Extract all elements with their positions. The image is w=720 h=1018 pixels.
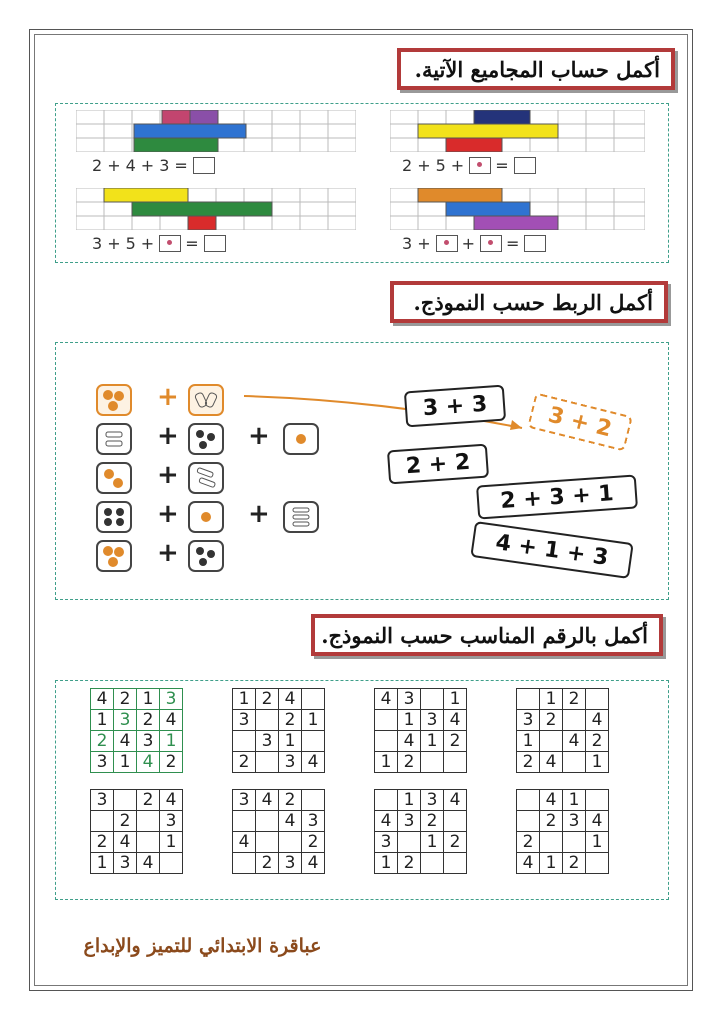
- grid-cell: 3: [114, 710, 137, 731]
- grid-cell[interactable]: [375, 731, 398, 752]
- grid-cell: 3: [137, 731, 160, 752]
- grid-cell[interactable]: 4: [137, 853, 160, 874]
- grid-cell[interactable]: [302, 790, 325, 811]
- grid-cell[interactable]: [398, 832, 421, 853]
- card-three-gears: [96, 384, 132, 416]
- number-grid-6: [232, 789, 325, 874]
- grid-cell[interactable]: 2: [279, 710, 302, 731]
- grid-cell[interactable]: 2: [540, 710, 563, 731]
- section-2-title-box: [390, 281, 668, 323]
- grid-cell[interactable]: 1: [444, 689, 467, 710]
- plus-sign: +: [248, 499, 270, 529]
- grid-cell[interactable]: 3: [375, 832, 398, 853]
- grid-cell: 2: [137, 710, 160, 731]
- grid-cell[interactable]: [540, 832, 563, 853]
- plus-sign: +: [157, 538, 179, 568]
- plus-sign: +: [417, 156, 432, 175]
- grid-cell[interactable]: 4: [540, 790, 563, 811]
- grid-cell[interactable]: [563, 832, 586, 853]
- grid-cell: 4: [91, 689, 114, 710]
- grid-cell[interactable]: 4: [540, 752, 563, 773]
- grid-cell[interactable]: 3: [517, 710, 540, 731]
- grid-cell[interactable]: [256, 752, 279, 773]
- sum-c: [92, 234, 226, 253]
- number-grid-4: [516, 688, 609, 773]
- grid-cell[interactable]: 1: [91, 853, 114, 874]
- grid-cell[interactable]: 3: [279, 752, 302, 773]
- grid-cell[interactable]: 2: [256, 689, 279, 710]
- cube-strip-d: [390, 188, 645, 230]
- grid-cell[interactable]: 2: [302, 832, 325, 853]
- grid-cell[interactable]: 1: [375, 752, 398, 773]
- plus-sign: +: [248, 421, 270, 451]
- dots-icon: [191, 543, 221, 569]
- grid-cell[interactable]: [517, 689, 540, 710]
- grid-cell[interactable]: [540, 731, 563, 752]
- grid-cell[interactable]: 2: [279, 790, 302, 811]
- grid-cell[interactable]: [586, 689, 609, 710]
- grid-cell[interactable]: [233, 811, 256, 832]
- card-three-dots: [188, 540, 224, 572]
- grid-cell[interactable]: 1: [517, 731, 540, 752]
- missing-term-box[interactable]: [469, 157, 491, 174]
- grid-cell[interactable]: 4: [279, 689, 302, 710]
- grid-cell[interactable]: 2: [517, 752, 540, 773]
- equals-sign: =: [506, 234, 521, 253]
- grid-cell[interactable]: [91, 811, 114, 832]
- term: 5: [435, 156, 447, 175]
- missing-term-box[interactable]: [159, 235, 181, 252]
- cube-strip-a: [76, 110, 356, 152]
- tag-2-plus-2[interactable]: 2 + 2: [387, 444, 489, 485]
- grid-cell[interactable]: 1: [540, 853, 563, 874]
- grid-cell: 4: [114, 731, 137, 752]
- card-one-gear: [188, 501, 224, 533]
- answer-box[interactable]: [193, 157, 215, 174]
- dots-icon: [99, 504, 129, 530]
- grid-cell[interactable]: 2: [517, 832, 540, 853]
- grid-cell[interactable]: 1: [586, 752, 609, 773]
- grid-cell[interactable]: [421, 752, 444, 773]
- equals-sign: =: [185, 234, 200, 253]
- grid-cell[interactable]: 2: [398, 853, 421, 874]
- card-four-dots: [96, 501, 132, 533]
- card-two-candies: [188, 384, 224, 416]
- grid-cell[interactable]: [375, 790, 398, 811]
- term: 2: [92, 156, 104, 175]
- grid-cell[interactable]: [517, 790, 540, 811]
- grid-cell[interactable]: 4: [375, 811, 398, 832]
- grid-cell[interactable]: 1: [375, 853, 398, 874]
- gears-icon: [99, 387, 129, 413]
- plus-sign: +: [461, 234, 476, 253]
- equals-sign: =: [174, 156, 189, 175]
- grid-cell[interactable]: [256, 710, 279, 731]
- grid-cell[interactable]: 3: [114, 853, 137, 874]
- grid-cell[interactable]: 1: [233, 689, 256, 710]
- grid-cell[interactable]: 2: [540, 811, 563, 832]
- answer-box[interactable]: [524, 235, 546, 252]
- cube-strip-b: [390, 110, 645, 152]
- grid-cell[interactable]: 2: [563, 853, 586, 874]
- grid-cell[interactable]: 1: [160, 832, 183, 853]
- grid-cell[interactable]: 2: [444, 731, 467, 752]
- grid-cell[interactable]: 2: [444, 832, 467, 853]
- plus-sign: +: [157, 421, 179, 451]
- grid-cell[interactable]: 3: [398, 811, 421, 832]
- number-grid-8: [516, 789, 609, 874]
- number-grid-model: [90, 688, 183, 773]
- grid-cell: 4: [160, 710, 183, 731]
- plus-sign: +: [140, 234, 156, 253]
- grid-cell[interactable]: 1: [586, 832, 609, 853]
- missing-term-box[interactable]: [480, 235, 502, 252]
- grid-cell: 2: [114, 689, 137, 710]
- grid-cell[interactable]: 1: [563, 790, 586, 811]
- grid-cell[interactable]: 4: [114, 832, 137, 853]
- grid-cell[interactable]: 4: [444, 710, 467, 731]
- grid-cell[interactable]: 1: [421, 731, 444, 752]
- gears-icon: [99, 543, 129, 569]
- grid-cell[interactable]: [517, 811, 540, 832]
- grid-cell[interactable]: [563, 752, 586, 773]
- grid-cell[interactable]: 4: [398, 731, 421, 752]
- plus-sign: +: [107, 234, 122, 253]
- grid-cell: 1: [160, 731, 183, 752]
- grid-cell[interactable]: [421, 689, 444, 710]
- grid-cell[interactable]: 3: [233, 710, 256, 731]
- grid-cell[interactable]: 3: [421, 790, 444, 811]
- footer-signature: عباقرة الابتدائي للتميز والإبداع: [83, 935, 322, 957]
- sum-a: [92, 156, 215, 175]
- answer-box[interactable]: [204, 235, 226, 252]
- grid-cell[interactable]: [279, 832, 302, 853]
- equals-sign: =: [495, 156, 510, 175]
- plus-sign: +: [157, 499, 179, 529]
- dots-icon: [191, 426, 221, 452]
- tag-3-plus-2-model: 3 + 2: [527, 392, 633, 451]
- grid-cell[interactable]: [233, 853, 256, 874]
- grid-cell[interactable]: 3: [256, 731, 279, 752]
- grid-cell[interactable]: 2: [114, 811, 137, 832]
- candy-icon: [191, 465, 221, 491]
- grid-cell[interactable]: 1: [279, 731, 302, 752]
- section-3-title-box: [311, 614, 663, 656]
- grid-cell[interactable]: 4: [586, 710, 609, 731]
- card-three-dots: [188, 423, 224, 455]
- candy-icon: [286, 504, 316, 530]
- grid-cell: 3: [91, 752, 114, 773]
- grid-cell[interactable]: [444, 752, 467, 773]
- term: 2: [402, 156, 414, 175]
- sum-b: [402, 156, 536, 175]
- grid-cell[interactable]: 2: [256, 853, 279, 874]
- grid-cell[interactable]: 2: [586, 731, 609, 752]
- plus-sign: +: [140, 156, 156, 175]
- grid-cell[interactable]: [302, 731, 325, 752]
- grid-cell: 3: [160, 689, 183, 710]
- grid-cell[interactable]: 4: [160, 790, 183, 811]
- section-3-title: أكمل بالرقم المناسب حسب النموذج.: [321, 622, 648, 648]
- grid-cell: 1: [91, 710, 114, 731]
- grid-cell[interactable]: 4: [233, 832, 256, 853]
- sum-d: [402, 234, 546, 253]
- grid-cell[interactable]: 2: [233, 752, 256, 773]
- candy-icon: [99, 426, 129, 452]
- grid-cell: 1: [137, 689, 160, 710]
- grid-cell[interactable]: 1: [398, 790, 421, 811]
- grid-cell[interactable]: 3: [302, 811, 325, 832]
- plus-sign: +: [450, 156, 466, 175]
- grid-cell: 2: [91, 731, 114, 752]
- section-1-title: أكمل حساب المجاميع الآتية.: [414, 56, 660, 82]
- grid-cell[interactable]: [444, 811, 467, 832]
- card-two-candies: [188, 462, 224, 494]
- grid-cell[interactable]: 4: [517, 853, 540, 874]
- number-grid-2: [232, 688, 325, 773]
- grid-cell: 4: [137, 752, 160, 773]
- grid-cell[interactable]: 4: [444, 790, 467, 811]
- section-2-title: أكمل الربط حسب النموذج.: [413, 289, 653, 315]
- gears-icon: [99, 465, 129, 491]
- grid-cell[interactable]: [302, 689, 325, 710]
- grid-cell[interactable]: 1: [398, 710, 421, 731]
- grid-cell[interactable]: 1: [540, 689, 563, 710]
- plus-sign: +: [107, 156, 122, 175]
- number-grid-5: [90, 789, 183, 874]
- grid-cell[interactable]: [160, 853, 183, 874]
- grid-cell[interactable]: [256, 832, 279, 853]
- plus-sign: +: [157, 382, 179, 412]
- grid-cell[interactable]: 3: [233, 790, 256, 811]
- card-three-gears: [96, 540, 132, 572]
- grid-cell[interactable]: [444, 853, 467, 874]
- grid-cell[interactable]: [563, 710, 586, 731]
- plus-sign: +: [157, 460, 179, 490]
- grid-cell[interactable]: 4: [256, 790, 279, 811]
- grid-cell[interactable]: 3: [91, 790, 114, 811]
- grid-cell[interactable]: 3: [563, 811, 586, 832]
- tag-4-plus-1-plus-3[interactable]: 4 + 1 + 3: [470, 521, 633, 579]
- term: 5: [125, 234, 137, 253]
- grid-cell[interactable]: 3: [160, 811, 183, 832]
- term: 3: [92, 234, 104, 253]
- number-grid-3: [374, 688, 467, 773]
- grid-cell[interactable]: 1: [421, 832, 444, 853]
- grid-cell[interactable]: 2: [91, 832, 114, 853]
- grid-cell[interactable]: 4: [279, 811, 302, 832]
- grid-cell[interactable]: 4: [302, 752, 325, 773]
- grid-cell[interactable]: [586, 853, 609, 874]
- section-1-title-box: [397, 48, 675, 90]
- card-three-candies: [283, 501, 319, 533]
- grid-cell[interactable]: 2: [421, 811, 444, 832]
- grid-cell: 1: [114, 752, 137, 773]
- grid-cell[interactable]: [114, 790, 137, 811]
- grid-cell[interactable]: 2: [137, 790, 160, 811]
- term: 3: [159, 156, 171, 175]
- grid-cell[interactable]: [137, 832, 160, 853]
- grid-cell[interactable]: 3: [421, 710, 444, 731]
- missing-term-box[interactable]: [436, 235, 458, 252]
- candy-icon: [191, 387, 221, 413]
- tag-3-plus-3[interactable]: 3 + 3: [404, 385, 506, 428]
- grid-cell[interactable]: 2: [563, 689, 586, 710]
- grid-cell[interactable]: 4: [375, 689, 398, 710]
- term: 3: [402, 234, 414, 253]
- grid-cell[interactable]: 1: [302, 710, 325, 731]
- card-two-gears: [96, 462, 132, 494]
- grid-cell[interactable]: 4: [302, 853, 325, 874]
- plus-sign: +: [417, 234, 432, 253]
- grid-cell[interactable]: 4: [586, 811, 609, 832]
- gear-icon: [191, 504, 221, 530]
- card-two-candies: [96, 423, 132, 455]
- grid-cell[interactable]: 2: [398, 752, 421, 773]
- grid-cell[interactable]: [137, 811, 160, 832]
- grid-cell[interactable]: 3: [279, 853, 302, 874]
- number-grid-7: [374, 789, 467, 874]
- cube-strip-c: [76, 188, 356, 230]
- term: 4: [125, 156, 137, 175]
- grid-cell[interactable]: 3: [398, 689, 421, 710]
- grid-cell: 2: [160, 752, 183, 773]
- grid-cell[interactable]: [375, 710, 398, 731]
- grid-cell[interactable]: [421, 853, 444, 874]
- grid-cell[interactable]: [586, 790, 609, 811]
- grid-cell[interactable]: [256, 811, 279, 832]
- answer-box[interactable]: [514, 157, 536, 174]
- grid-cell[interactable]: [233, 731, 256, 752]
- tag-2-plus-3-plus-1[interactable]: 2 + 3 + 1: [476, 474, 638, 519]
- grid-cell[interactable]: 4: [563, 731, 586, 752]
